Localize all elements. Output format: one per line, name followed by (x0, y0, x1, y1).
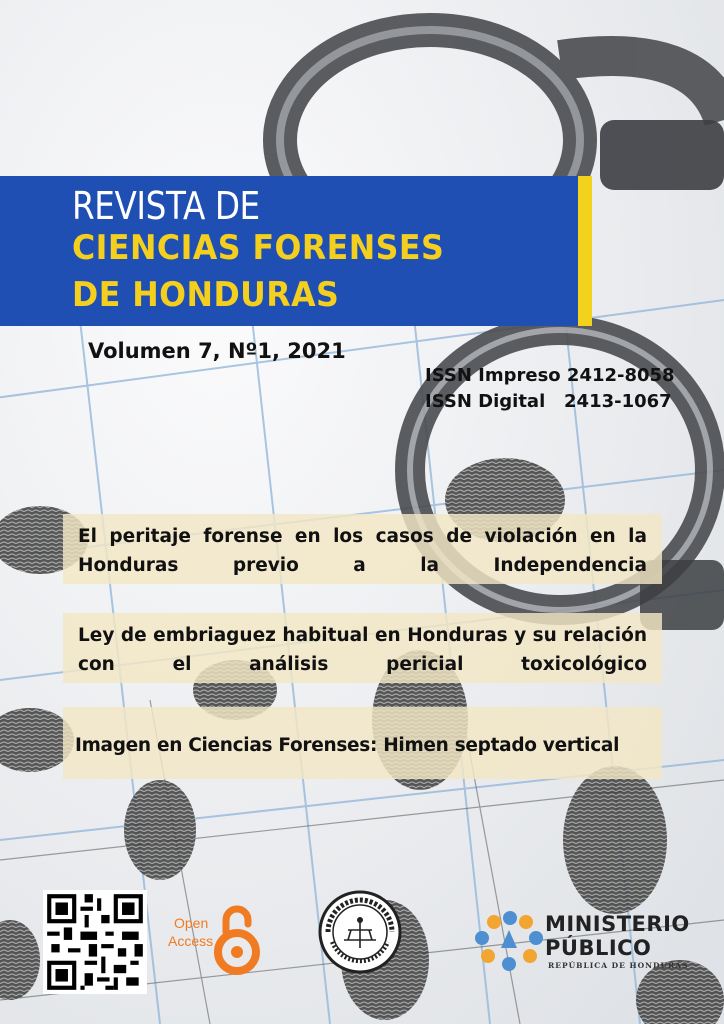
open-access-label: Open (174, 915, 209, 931)
article-box (63, 514, 662, 584)
banner-accent-stripe (578, 176, 592, 326)
ministerio-publico-line2: PÚBLICO (545, 936, 652, 960)
journal-title-line2: CIENCIAS FORENSES (72, 228, 445, 268)
article-box (63, 613, 662, 683)
ministerio-publico-emblem-icon (470, 908, 548, 974)
journal-title-line1: REVISTA DE (72, 184, 260, 228)
open-access-icon (212, 902, 262, 976)
ministerio-publico-line3: REPÚBLICA DE HONDURAS (548, 961, 689, 970)
journal-title-line3: DE HONDURAS (72, 275, 340, 315)
article-box (63, 707, 662, 779)
open-access-label: Access (168, 933, 214, 949)
article-title: El peritaje forense en los casos de violación en la Honduras previo a la Independencia (78, 526, 647, 576)
issn-digital: ISSN Digital 2413-1067 (425, 391, 672, 412)
volume-info: Volumen 7, Nº1, 2021 (88, 339, 346, 363)
ministerio-publico-line1: MINISTERIO (545, 912, 690, 936)
qr-code-icon (43, 890, 147, 994)
issn-print: ISSN Impreso 2412-8058 (425, 365, 675, 386)
forensic-medicine-seal-icon (318, 890, 402, 974)
article-title: Ley de embriaguez habitual en Honduras y su relación con el análisis pericial toxicológico (78, 625, 647, 675)
article-title: Imagen en Ciencias Forenses: Himen septado vertical (75, 735, 620, 756)
